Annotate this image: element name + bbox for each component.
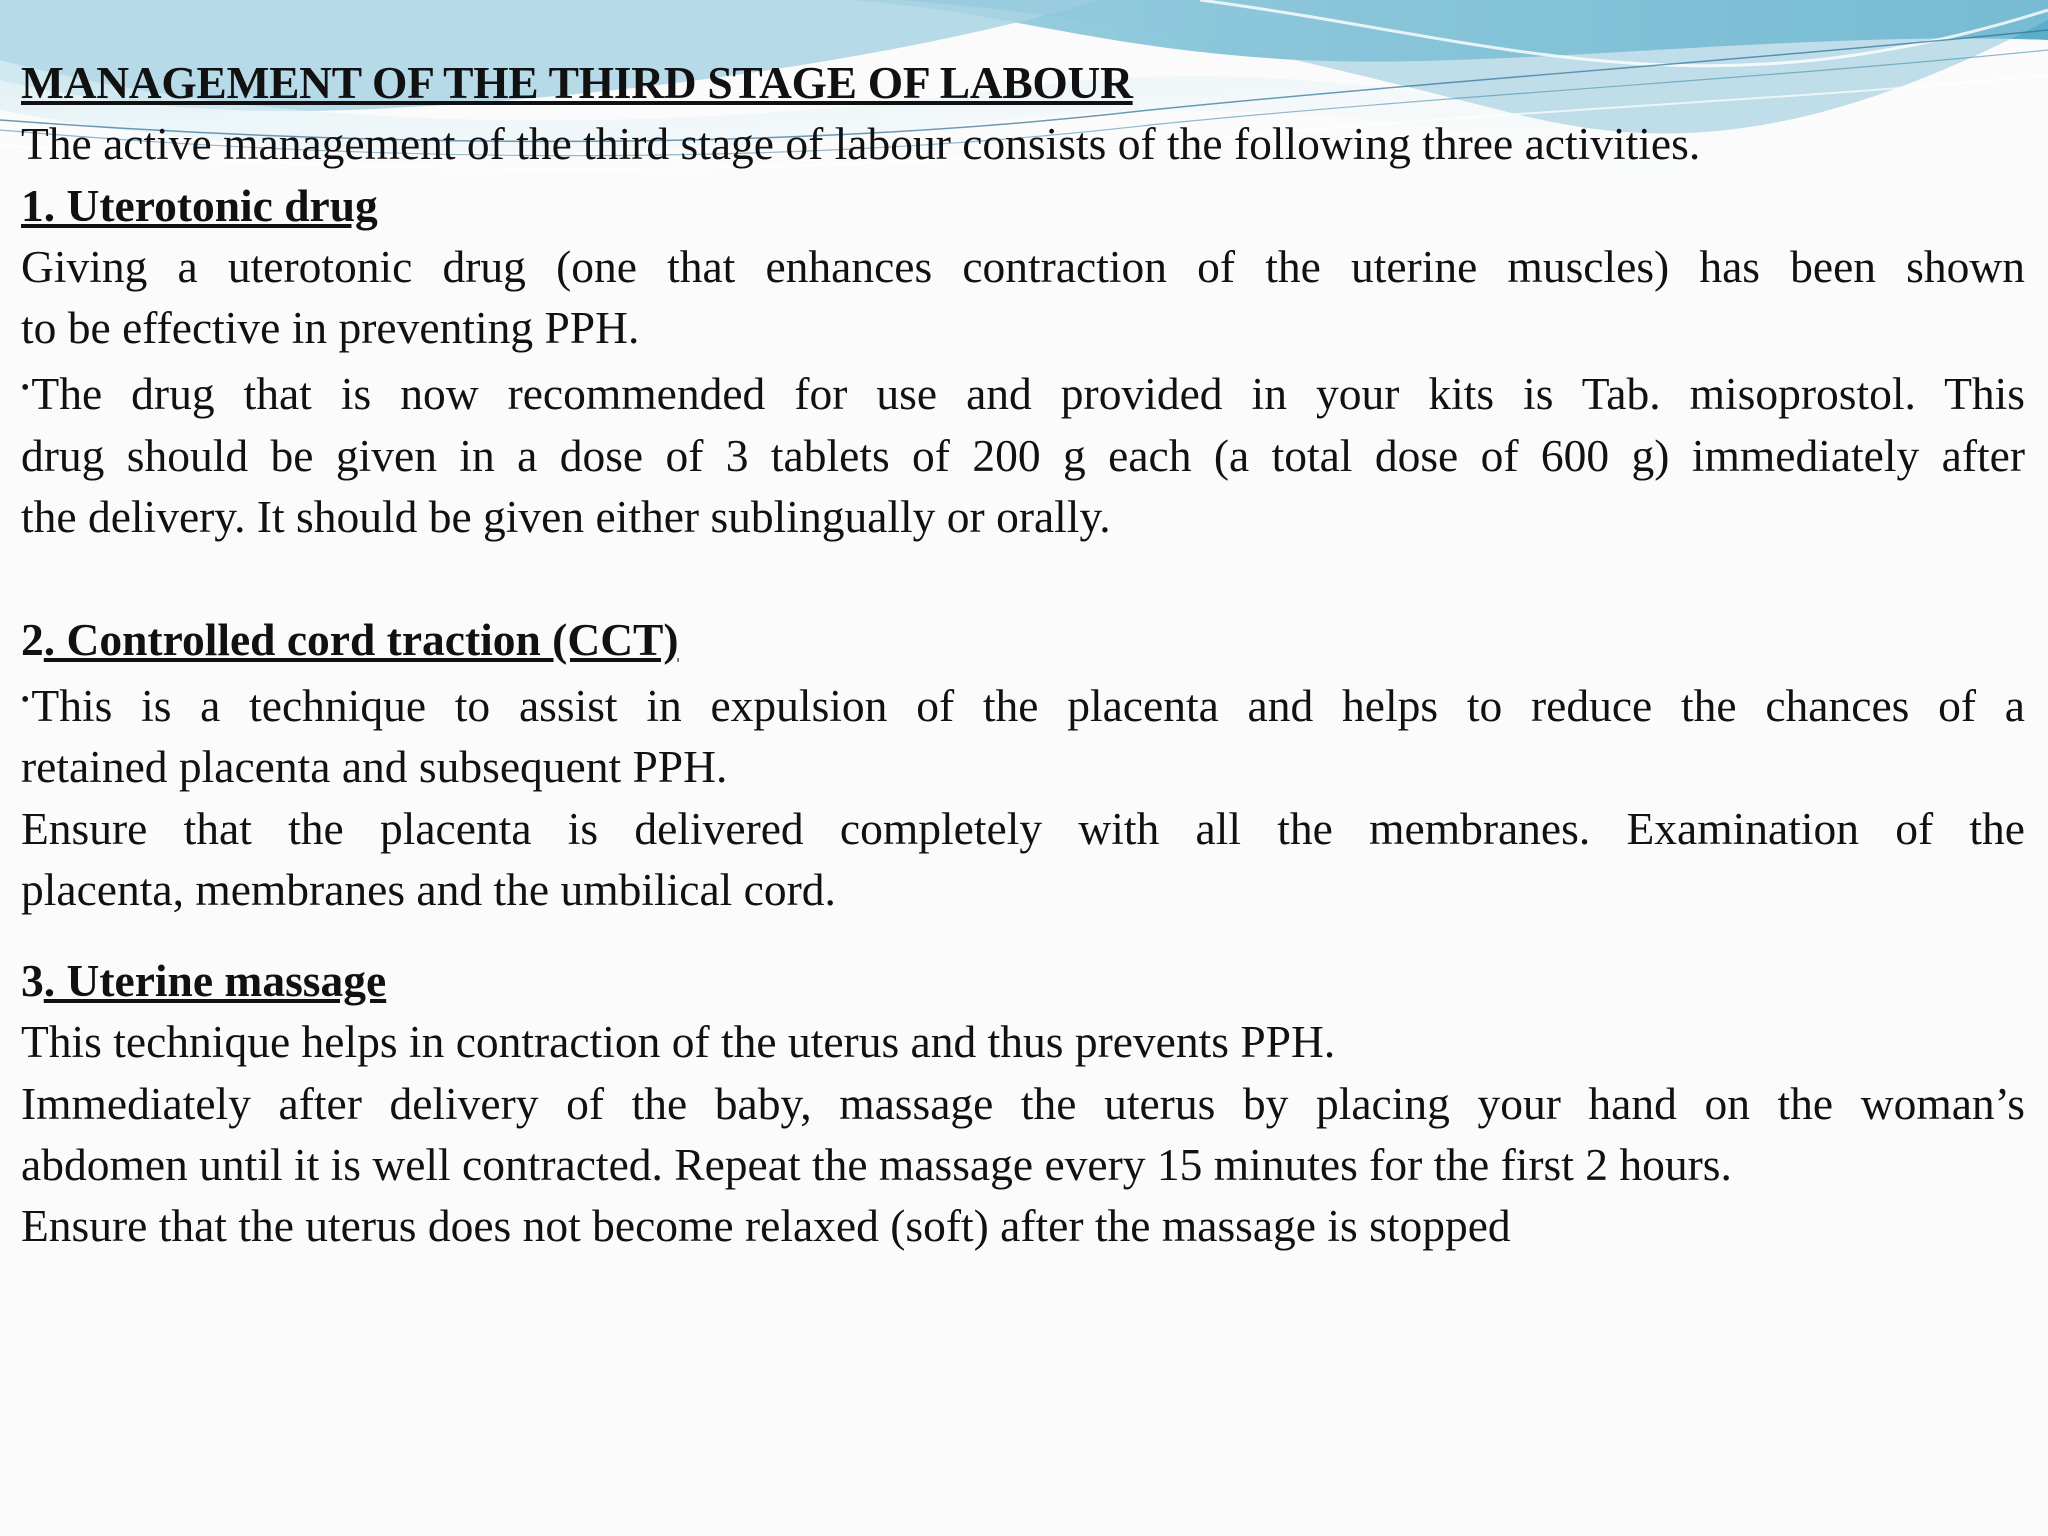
section-1-bullet-line-1 (21, 358, 2025, 424)
section-3-line-4: Ensure that the uterus does not become relaxed (soft) after the massage is stopped (21, 1200, 1511, 1252)
section-2-heading-text: . Controlled cord traction (CCT) (43, 613, 679, 665)
section-3-line-2: Immediately after delivery of the baby, massage the uterus by placing your hand on the woman’s (21, 1077, 2025, 1129)
slide-content (21, 52, 2025, 1257)
section-2-para-line-1: Ensure that the placenta is delivered completely with all the membranes. Examination of the (21, 802, 2025, 854)
intro-text: The active management of the third stage of labour consists of the following three activities. (21, 118, 1701, 170)
section-2-bullet-line-1 (21, 670, 2025, 736)
section-3-line-1: This technique helps in contraction of the uterus and thus prevents PPH. (21, 1016, 1336, 1068)
section-1-heading-text: 1. Uterotonic drug (21, 179, 378, 231)
section-1-bullet-line-2: drug should be given in a dose of 3 tablets of 200 g each (a total dose of 600 g) immediately after (21, 429, 2025, 481)
spacer (21, 920, 2025, 950)
section-1-para-line-2: to be effective in preventing PPH. (21, 302, 640, 354)
spacer (21, 547, 2025, 608)
section-2-heading (21, 609, 2025, 670)
section-2-bullet-text-1: This is a technique to assist in expulsion of the placenta and helps to reduce the chances of a (31, 679, 2025, 731)
section-1-para-line-1: Giving a uterotonic drug (one that enhances contraction of the uterine muscles) has been shown (21, 240, 2025, 292)
section-2-bullet-line-2: retained placenta and subsequent PPH. (21, 741, 728, 793)
section-1-heading (21, 175, 2025, 236)
section-3-line-3: abdomen until it is well contracted. Repeat the massage every 15 minutes for the first 2 hours. (21, 1139, 1732, 1191)
section-1-bullet-line-3: the delivery. It should be given either sublingually or orally. (21, 491, 1111, 543)
section-3-heading (21, 950, 2025, 1011)
section-3-heading-number: 3 (21, 955, 44, 1007)
section-3-heading-text: . Uterine massage (43, 955, 387, 1007)
section-1-bullet-text-1: The drug that is now recommended for use and provided in your kits is Tab. misoprostol. This (31, 368, 2025, 420)
section-2-heading-number: 2 (21, 613, 44, 665)
section-2-para-line-2: placenta, membranes and the umbilical cord. (21, 863, 836, 915)
bullet-icon: • (21, 375, 30, 402)
slide-title: MANAGEMENT OF THE THIRD STAGE OF LABOUR (21, 57, 1133, 108)
bullet-icon: • (21, 686, 30, 713)
